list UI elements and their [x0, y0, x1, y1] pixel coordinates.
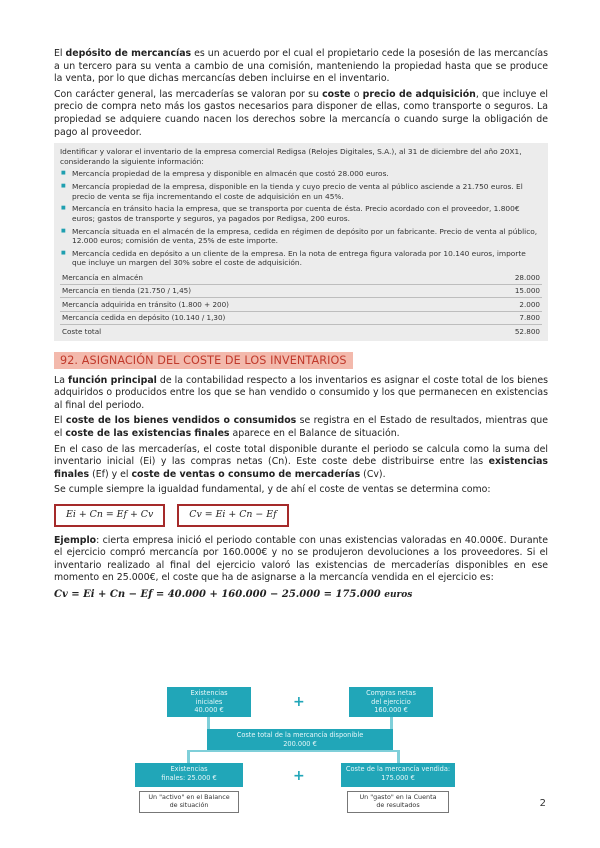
page-number: 2 [539, 798, 546, 809]
list-item: ■ Mercancía en tránsito hacia la empresa, que se transporta por cuenta de ésta. Precio acordado con el proveedor, 1.800€ euros; gastos de transporte y seguros, ya pagados por Redigsa, 200 euros. [60, 204, 542, 223]
connector [207, 717, 210, 729]
formula-coste-ventas: Cv = Ei + Cn − Ef [177, 504, 288, 527]
paragraph-ejemplo: Ejemplo: cierta empresa inició el periodo contable con unas existencias valoradas en 40.000€. Durante el ejercicio compró mercancía por 160.000€ y no se produjeron devoluciones a los proveedores. Si el inventario realizado al final del ejercicio valoró las existencias de mercaderías disponibles en ese momento en 25.000€, el coste que ha de asignarse a la mercancía vendida en el ejercicio es: [54, 534, 548, 584]
example-box [54, 143, 548, 341]
list-item: ■ Mercancía propiedad de la empresa y disponible en almacén que costó 28.000 euros. [60, 169, 542, 179]
list-item: ■ Mercancía cedida en depósito a un cliente de la empresa. En la nota de entrega figura valorada por 10.140 euros, importe que incluye un margen del 30% sobre el coste de adquisición. [60, 249, 542, 268]
box-existencias-finales: Existencias finales: 25.000 € [135, 763, 243, 787]
table-row-total: Coste total 52.800 [62, 326, 540, 336]
cost-diagram [135, 687, 455, 827]
page-content [54, 48, 548, 607]
box-coste-total: Coste total de la mercancía disponible 200.000 € [207, 729, 393, 750]
note-activo-balance: Un "activo" en el Balance de situación [139, 791, 239, 813]
paragraph-coste-vendidos: El coste de los bienes vendidos o consumidos se registra en el Estado de resultados, mientras que el coste de las existencias finales aparece en el Balance de situación. [54, 415, 548, 440]
table-row: Mercancía cedida en depósito (10.140 / 1,30) 7.800 [60, 311, 542, 325]
connector [390, 717, 393, 729]
box-existencias-iniciales: Existencias iniciales 40.000 € [167, 687, 251, 717]
note-gasto-resultados: Un "gasto" en la Cuenta de resultados [347, 791, 449, 813]
section-title: 92. ASIGNACIÓN DEL COSTE DE LOS INVENTARIOS [54, 351, 548, 370]
table-row: Mercancía en almacén 28.000 [60, 271, 542, 284]
box-compras-netas: Compras netas del ejercicio 160.000 € [349, 687, 433, 717]
connector [187, 750, 400, 752]
paragraph-deposito: El depósito de mercancías es un acuerdo por el cual el propietario cede la posesión de las mercancías a un tercero para su venta a cambio de una comisión, manteniendo la propiedad hasta que se produce la venta, por lo que dichas mercancías deben incluirse en el inventario. [54, 48, 548, 85]
plus-sign-top: + [293, 694, 305, 710]
paragraph-mercaderias: En el caso de las mercaderías, el coste total disponible durante el periodo se calcula como la suma del inventario inicial (Ei) y las compras netas (Cn). Este coste debe distribuirse entre las existencias finales (Ef) y el coste de ventas o consumo de mercaderías (Cv). [54, 443, 548, 480]
paragraph-valoracion: Con carácter general, las mercaderías se valoran por su coste o precio de adquisición, que incluye el precio de compra neto más los gastos necesarios para disponer de ellas, como transporte o seguros. La propiedad se adquiere cuando nacen los derechos sobre la mercancía o cuando surge la obligación de pago al proveedor. [54, 88, 548, 138]
example-list [60, 169, 542, 268]
paragraph-funcion: La función principal de la contabilidad respecto a los inventarios es asignar el coste total de los bienes adquiridos o producidos entre los que se han vendido o consumido y los que permanecen en existencias al final del periodo. [54, 374, 548, 411]
box-coste-mercancia-vendida: Coste de la mercancía vendida: 175.000 € [341, 763, 455, 787]
list-item: ■ Mercancía propiedad de la empresa, disponible en la tienda y cuyo precio de venta al público asciende a 21.750 euros. El precio de venta se fija incrementando el coste de adquisición en un 45%. [60, 182, 542, 201]
plus-sign-bottom: + [293, 768, 305, 784]
list-item: ■ Mercancía situada en el almacén de la empresa, cedida en régimen de depósito por un fabricante. Precio de venta al público, 12.000 euros; comisión de venta, 25% de este importe. [60, 227, 542, 246]
table-row: Mercancía adquirida en tránsito (1.800 + 200) 2.000 [60, 298, 542, 312]
table-row: Mercancía en tienda (21.750 / 1,45) 15.000 [60, 284, 542, 298]
formula-ejemplo: Cv = Ei + Cn − Ef = 40.000 + 160.000 − 25.000 = 175.000 euros [54, 588, 413, 600]
example-intro: Identificar y valorar el inventario de la empresa comercial Redigsa (Relojes Digitales, S.A.), al 31 de diciembre del año 20X1, considerando la siguiente información: [60, 147, 522, 166]
inventory-table [60, 271, 542, 338]
formula-row [54, 504, 548, 527]
formula-fundamental: Ei + Cn = Ef + Cv [54, 504, 165, 527]
paragraph-igualdad: Se cumple siempre la igualdad fundamental, y de ahí el coste de ventas se determina como: [54, 484, 491, 496]
